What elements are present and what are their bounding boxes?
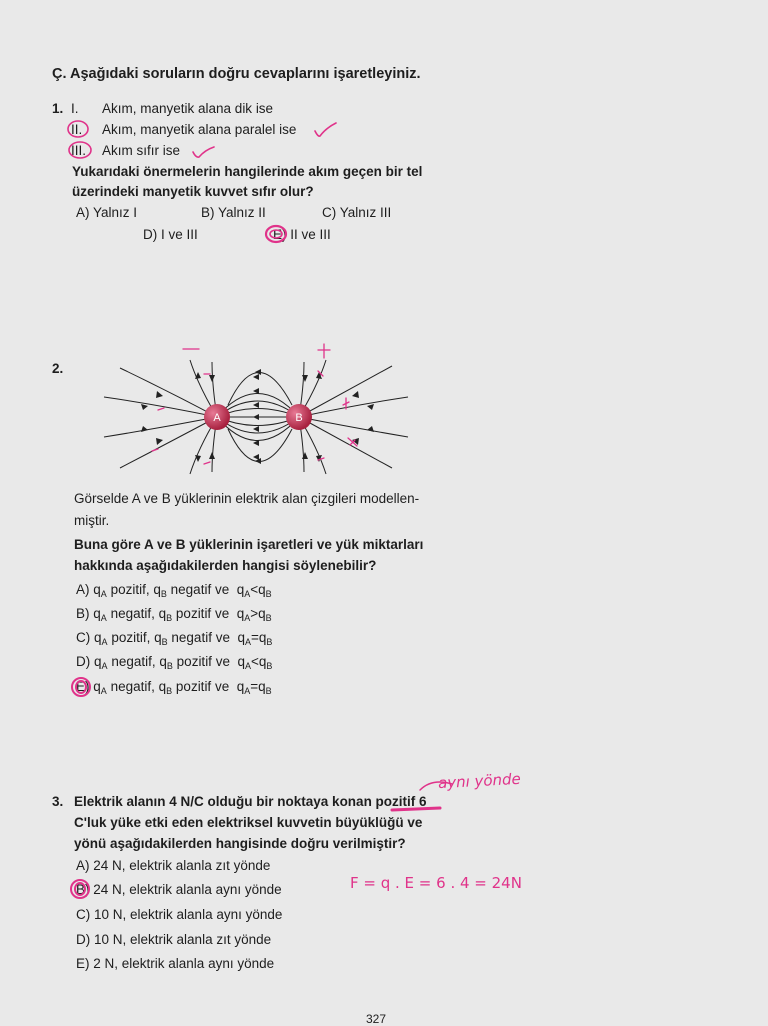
- question-number: 1.: [52, 101, 64, 116]
- page-number: 327: [366, 1012, 387, 1026]
- charge-a-label: A: [213, 412, 221, 424]
- section-title: Ç. Aşağıdaki soruların doğru cevaplarını işaretleyiniz.: [52, 66, 421, 82]
- option-d[interactable]: D) $q_A$ negatif, $q_B$ pozitif ve $q_A<q_B$: [76, 654, 273, 671]
- option-a[interactable]: A) 24 N, elektrik alanla zıt yönde: [76, 858, 271, 873]
- question-text: üzerindeki manyetik kuvvet sıfır olur?: [72, 184, 314, 199]
- option-a[interactable]: A) Yalnız I: [76, 205, 138, 220]
- question-text: hakkında aşağıdakilerden hangisi söylenebilir?: [74, 558, 377, 573]
- option-c[interactable]: C) Yalnız III: [322, 205, 392, 220]
- option-c[interactable]: C) 10 N, elektrik alanla aynı yönde: [76, 907, 283, 922]
- statement-roman: I.: [71, 101, 79, 116]
- handwritten-note: aynı yönde: [437, 769, 522, 793]
- question-text: Yukarıdaki önermelerin hangilerinde akım geçen bir tel: [72, 164, 423, 179]
- statement-text: Akım, manyetik alana dik ise: [102, 101, 274, 116]
- option-d[interactable]: D) 10 N, elektrik alanla zıt yönde: [76, 932, 272, 947]
- underline-mark: [392, 808, 440, 810]
- question-text: yönü aşağıdakilerden hangisinde doğru verilmiştir?: [74, 836, 406, 851]
- question-number: 3.: [52, 794, 64, 809]
- statement-roman: II.: [71, 122, 83, 137]
- question-text: Buna göre A ve B yüklerinin işaretleri ve yük miktarları: [74, 537, 424, 552]
- option-c[interactable]: C) $q_A$ pozitif, $q_B$ negatif ve $q_A=q_B$: [76, 630, 273, 647]
- question-text: Elektrik alanın 4 N/C olduğu bir noktaya konan pozitif 6: [74, 794, 427, 809]
- option-b[interactable]: B) 24 N, elektrik alanla aynı yönde: [76, 882, 282, 897]
- option-e[interactable]: E) $q_A$ negatif, $q_B$ pozitif ve $q_A=q_B$: [76, 679, 272, 696]
- option-b[interactable]: B) $q_A$ negatif, $q_B$ pozitif ve $q_A>q_B$: [76, 606, 272, 623]
- question-number: 2.: [52, 361, 64, 376]
- arrow-mark: [420, 782, 452, 790]
- statement-roman: III.: [71, 143, 87, 158]
- question-description: Görselde A ve B yüklerinin elektrik alan çizgileri modellen-: [74, 491, 420, 506]
- statement-text: Akım, manyetik alana paralel ise: [102, 122, 297, 137]
- option-e[interactable]: E) II ve III: [273, 227, 331, 242]
- question-text: C'luk yüke etki eden elektriksel kuvvetin büyüklüğü ve: [74, 815, 423, 830]
- question-description: miştir.: [74, 513, 110, 528]
- charge-b-label: B: [295, 412, 303, 424]
- option-b[interactable]: B) Yalnız II: [201, 205, 266, 220]
- statement-text: Akım sıfır ise: [102, 143, 181, 158]
- option-d[interactable]: D) I ve III: [143, 227, 198, 242]
- option-a[interactable]: A) $q_A$ pozitif, $q_B$ negatif ve $q_A<q_B$: [76, 582, 272, 599]
- handwritten-calculation: F = q . E = 6 . 4 = 24N: [350, 874, 522, 892]
- option-e[interactable]: E) 2 N, elektrik alanla aynı yönde: [76, 956, 275, 971]
